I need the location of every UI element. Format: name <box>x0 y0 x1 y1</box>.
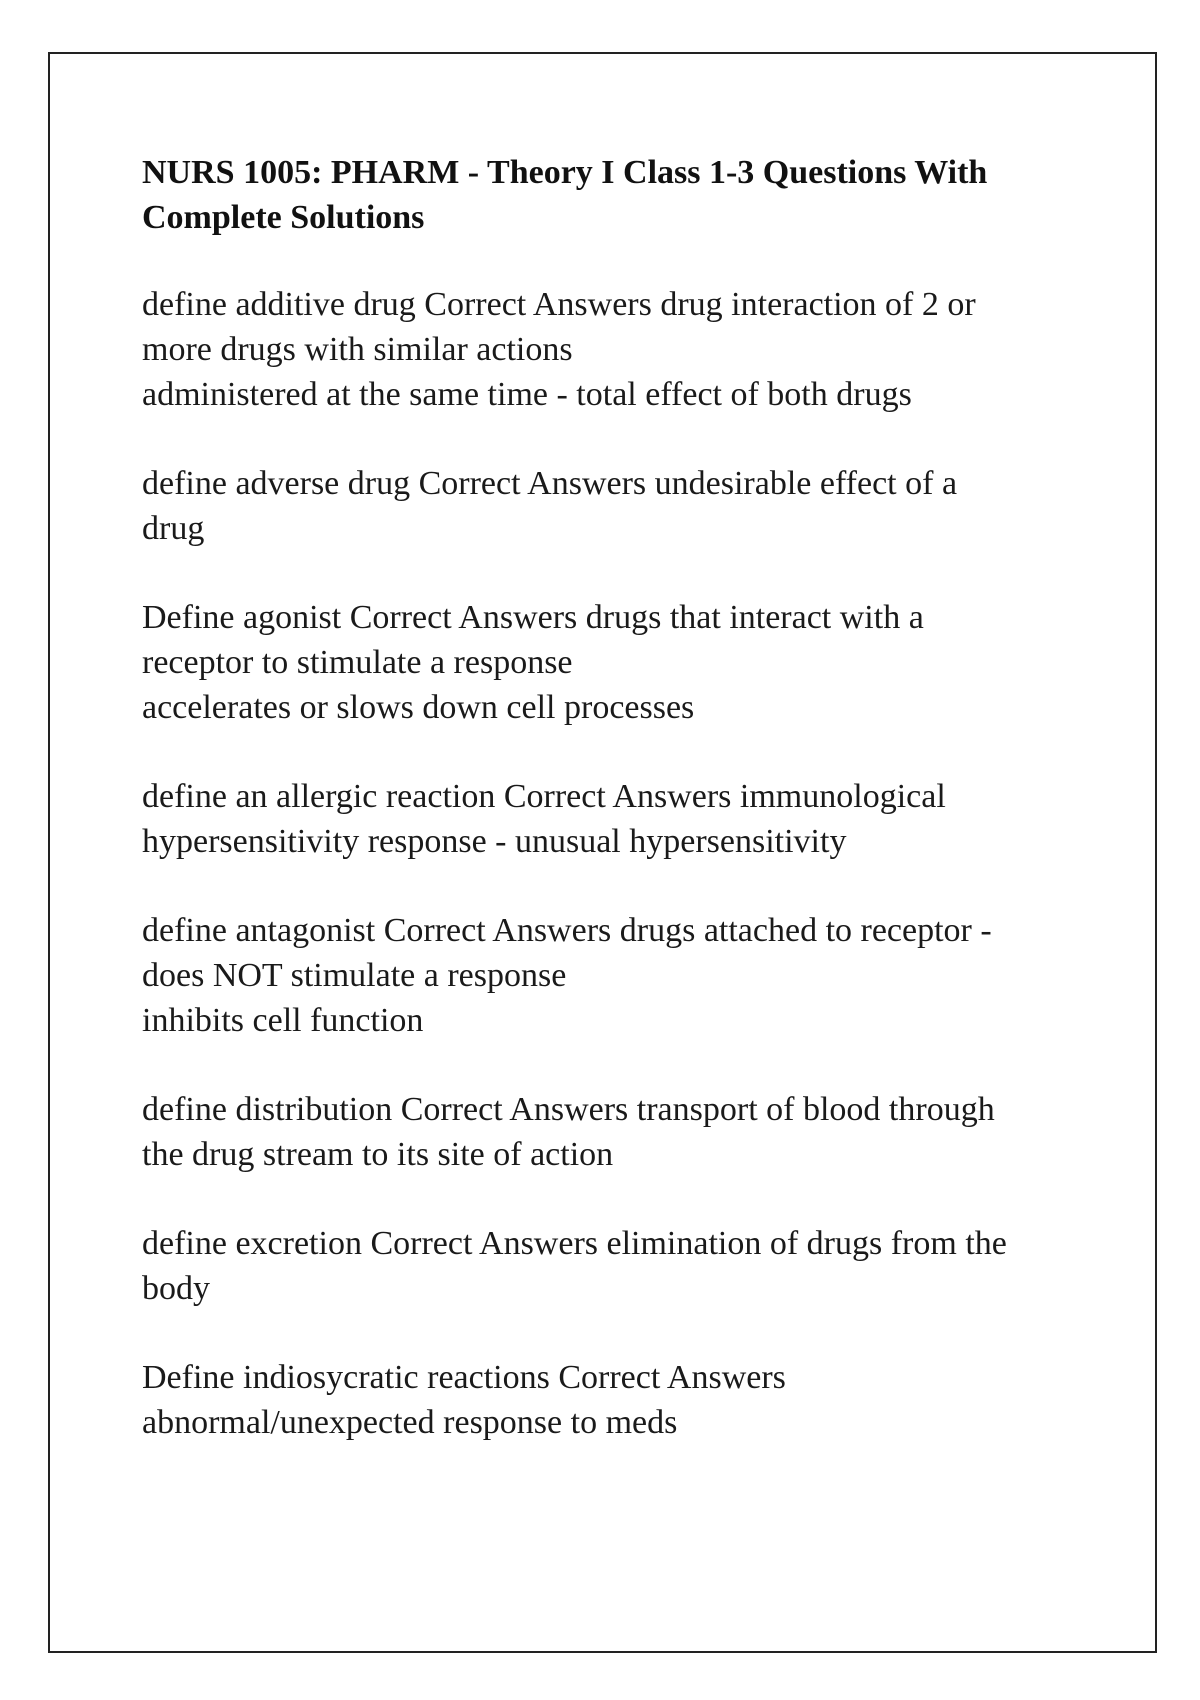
qa-line: define excretion Correct Answers elimination of drugs from the <box>142 1225 1007 1262</box>
qa-line: does NOT stimulate a response <box>142 957 567 994</box>
qa-entry-allergic-reaction <box>142 774 1082 864</box>
qa-entry-agonist <box>142 595 1082 730</box>
qa-line: define distribution Correct Answers transport of blood through <box>142 1091 995 1128</box>
title-line: NURS 1005: PHARM - Theory I Class 1-3 Questions With <box>142 154 988 191</box>
qa-line: abnormal/unexpected response to meds <box>142 1404 678 1441</box>
qa-line: drug <box>142 510 205 547</box>
qa-entry-idiosyncratic-reactions <box>142 1355 1082 1445</box>
qa-line: receptor to stimulate a response <box>142 644 573 681</box>
qa-line: more drugs with similar actions <box>142 331 573 368</box>
qa-entry-antagonist <box>142 908 1082 1043</box>
qa-line: Define agonist Correct Answers drugs that interact with a <box>142 599 924 636</box>
qa-line: hypersensitivity response - unusual hypersensitivity <box>142 823 847 860</box>
qa-line: define an allergic reaction Correct Answers immunological <box>142 778 946 815</box>
qa-line: inhibits cell function <box>142 1002 424 1039</box>
qa-line: administered at the same time - total effect of both drugs <box>142 376 912 413</box>
qa-line: Define indiosycratic reactions Correct Answers <box>142 1359 786 1396</box>
qa-line: the drug stream to its site of action <box>142 1136 614 1173</box>
qa-line: define adverse drug Correct Answers undesirable effect of a <box>142 465 958 502</box>
document-content <box>142 150 1082 1489</box>
title-line: Complete Solutions <box>142 199 425 236</box>
document-title <box>142 150 1082 240</box>
qa-line: accelerates or slows down cell processes <box>142 689 695 726</box>
qa-entry-additive-drug <box>142 282 1082 417</box>
qa-entry-distribution <box>142 1087 1082 1177</box>
qa-line: define additive drug Correct Answers drug interaction of 2 or <box>142 286 976 323</box>
qa-line: body <box>142 1270 210 1307</box>
qa-list <box>142 282 1082 1445</box>
qa-entry-excretion <box>142 1221 1082 1311</box>
qa-line: define antagonist Correct Answers drugs attached to receptor - <box>142 912 992 949</box>
qa-entry-adverse-drug <box>142 461 1082 551</box>
